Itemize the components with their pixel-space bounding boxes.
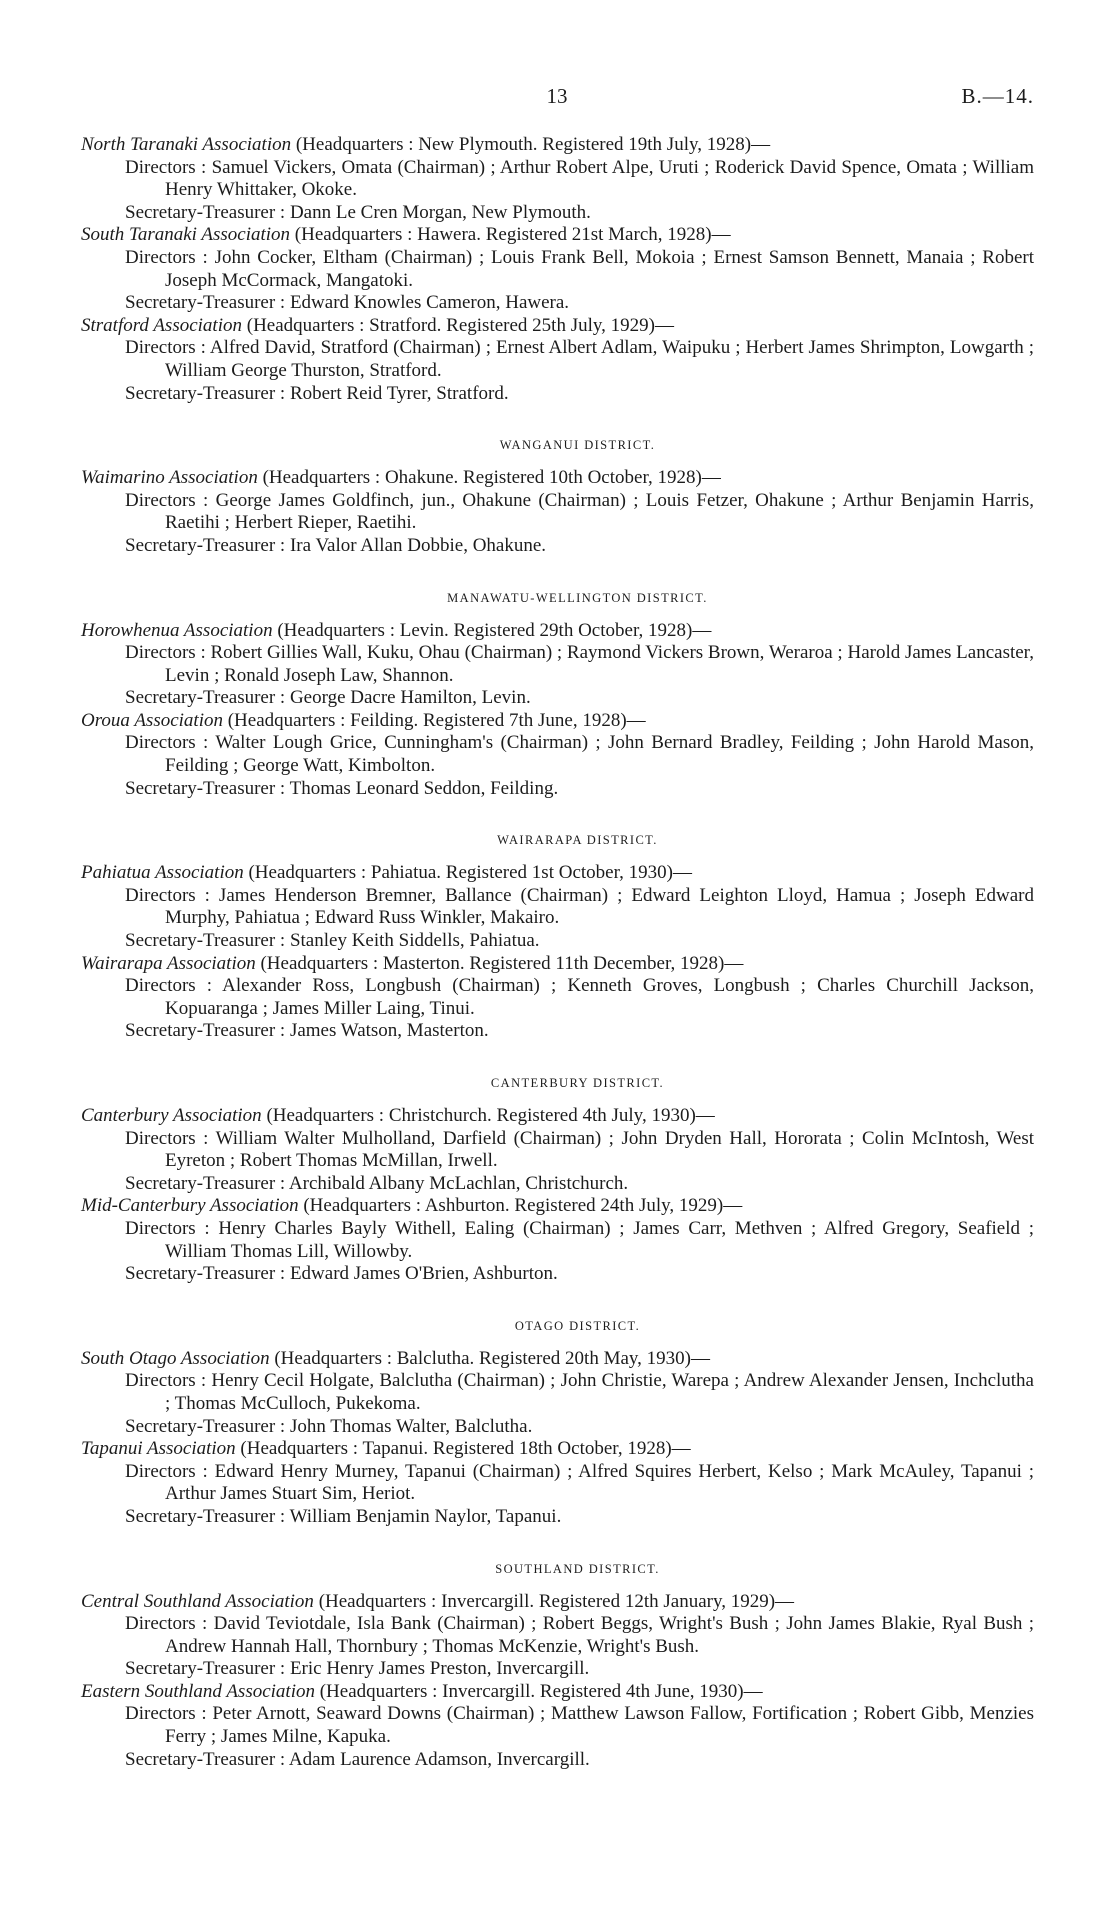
directors-list: Directors : Peter Arnott, Seaward Downs (Chairman) ; Matthew Lawson Fallow, Fortification ; Robert Gibb, Menzies Ferry ; James Milne, Kapuka. <box>125 1703 1034 1748</box>
directors-list: Directors : John Cocker, Eltham (Chairman) ; Louis Frank Bell, Mokoia ; Ernest Samson Bennett, Manaia ; Robert Joseph McCormack, Mangatoki. <box>125 246 1034 291</box>
association-name: Oroua Association <box>81 709 223 731</box>
association-registration: (Headquarters : Masterton. Registered 11th December, 1928)— <box>260 952 744 974</box>
association-entry <box>81 620 1034 710</box>
directors-list: Directors : Henry Cecil Holgate, Balclutha (Chairman) ; John Christie, Warepa ; Andrew Alexander Jensen, Inchclutha ; Thomas McCulloch, Pukekoma. <box>125 1370 1034 1414</box>
association-entry <box>81 315 1034 405</box>
association-header-line <box>81 1591 1034 1614</box>
district-section <box>81 588 1034 801</box>
district-heading: WAIRARAPA DISTRICT. <box>497 833 658 848</box>
secretary-treasurer: Secretary-Treasurer : Robert Reid Tyrer, Stratford. <box>125 382 509 404</box>
association-name: North Taranaki Association <box>81 134 292 155</box>
association-entry <box>81 710 1034 800</box>
association-header-line <box>81 862 1034 885</box>
association-header-line <box>81 1681 1034 1704</box>
district-section <box>81 1559 1034 1772</box>
association-name: Canterbury Association <box>81 1105 262 1126</box>
district-section <box>81 830 1034 1043</box>
association-entry <box>81 862 1034 952</box>
association-name: Waimarino Association <box>81 467 258 489</box>
directors-list: Directors : Robert Gillies Wall, Kuku, Ohau (Chairman) ; Raymond Vickers Brown, Weraroa ; Harold James Lancaster, Levin ; Ronald Joseph Law, Shannon. <box>125 642 1034 686</box>
association-registration: (Headquarters : Ashburton. Registered 24th July, 1929)— <box>303 1195 743 1217</box>
association-entry <box>81 1681 1034 1771</box>
association-name: Horowhenua Association <box>81 619 273 641</box>
association-header-line <box>81 953 1034 976</box>
association-name: South Taranaki Association <box>81 224 291 246</box>
association-registration: (Headquarters : Tapanui. Registered 18th October, 1928)— <box>240 1438 691 1460</box>
association-entry <box>81 134 1034 224</box>
association-entry <box>81 1438 1034 1528</box>
directors-list: Directors : Alexander Ross, Longbush (Chairman) ; Kenneth Groves, Longbush ; Charles Churchill Jackson, Kopuaranga ; James Miller Laing, Tinui. <box>125 975 1034 1019</box>
district-heading: WANGANUI DISTRICT. <box>499 438 656 453</box>
association-registration: (Headquarters : Invercargill. Registered 12th January, 1929)— <box>318 1590 795 1612</box>
association-registration: (Headquarters : Feilding. Registered 7th June, 1928)— <box>227 709 646 731</box>
secretary-treasurer: Secretary-Treasurer : Adam Laurence Adamson, Invercargill. <box>125 1748 590 1770</box>
directors-list: Directors : William Walter Mulholland, Darfield (Chairman) ; John Dryden Hall, Hororata ; Colin McIntosh, West Eyreton ; Robert Thomas McMillan, Irwell. <box>125 1127 1034 1172</box>
association-registration: (Headquarters : Balclutha. Registered 20th May, 1930)— <box>274 1347 711 1369</box>
association-header-line <box>81 467 1034 490</box>
secretary-treasurer: Secretary-Treasurer : Dann Le Cren Morgan, New Plymouth. <box>125 201 591 223</box>
district-heading: MANAWATU-WELLINGTON DISTRICT. <box>447 590 708 605</box>
secretary-treasurer: Secretary-Treasurer : Archibald Albany McLachlan, Christchurch. <box>125 1172 629 1194</box>
district-heading: CANTERBURY DISTRICT. <box>490 1076 665 1090</box>
association-registration: (Headquarters : Invercargill. Registered 4th June, 1930)— <box>319 1680 763 1702</box>
association-header-line <box>81 1195 1034 1218</box>
association-header-line <box>81 315 1034 338</box>
association-entry <box>81 953 1034 1043</box>
page-number: 13 <box>546 84 568 108</box>
association-header-line <box>81 224 1034 247</box>
association-name: Wairarapa Association <box>81 952 256 974</box>
directors-list: Directors : David Teviotdale, Isla Bank (Chairman) ; Robert Beggs, Wright's Bush ; John James Blakie, Ryal Bush ; Andrew Hannah Hall, Thornbury ; Thomas McKenzie, Wright's Bush. <box>125 1613 1034 1657</box>
association-name: Pahiatua Association <box>81 862 244 884</box>
secretary-treasurer: Secretary-Treasurer : Eric Henry James Preston, Invercargill. <box>125 1658 590 1680</box>
association-header-line <box>81 1105 1034 1128</box>
association-registration: (Headquarters : Levin. Registered 29th October, 1928)— <box>277 619 712 641</box>
secretary-treasurer: Secretary-Treasurer : George Dacre Hamilton, Levin. <box>125 687 531 709</box>
secretary-treasurer: Secretary-Treasurer : John Thomas Walter, Balclutha. <box>125 1415 533 1437</box>
district-heading: SOUTHLAND DISTRICT. <box>495 1561 660 1576</box>
association-registration: (Headquarters : Pahiatua. Registered 1st October, 1930)— <box>248 862 692 884</box>
directors-list: Directors : George James Goldfinch, jun., Ohakune (Chairman) ; Louis Fetzer, Ohakune ; Arthur Benjamin Harris, Raetihi ; Herbert Rieper, Raetihi. <box>125 489 1034 534</box>
association-entry <box>81 1591 1034 1681</box>
secretary-treasurer: Secretary-Treasurer : Edward James O'Brien, Ashburton. <box>125 1263 558 1285</box>
association-name: Eastern Southland Association <box>81 1680 315 1702</box>
association-name: South Otago Association <box>81 1347 270 1369</box>
association-registration: (Headquarters : New Plymouth. Registered 19th July, 1928)— <box>295 134 771 155</box>
directors-list: Directors : Henry Charles Bayly Withell, Ealing (Chairman) ; James Carr, Methven ; Alfred Gregory, Seafield ; William Thomas Lill, Willowby. <box>125 1217 1034 1262</box>
district-section <box>81 1316 1034 1529</box>
association-registration: (Headquarters : Hawera. Registered 21st March, 1928)— <box>294 224 731 246</box>
district-heading: OTAGO DISTRICT. <box>514 1318 641 1333</box>
document-reference: B.—14. <box>961 84 1034 108</box>
association-entry <box>81 224 1034 314</box>
district-section <box>81 435 1034 557</box>
secretary-treasurer: Secretary-Treasurer : Stanley Keith Siddells, Pahiatua. <box>125 930 540 952</box>
association-header-line <box>81 134 1034 157</box>
directors-list: Directors : Walter Lough Grice, Cunningham's (Chairman) ; John Bernard Bradley, Feilding ; John Harold Mason, Feilding ; George Watt, Kimbolton. <box>125 732 1034 777</box>
association-name: Mid-Canterbury Association <box>81 1195 299 1217</box>
secretary-treasurer: Secretary-Treasurer : William Benjamin Naylor, Tapanui. <box>125 1505 562 1527</box>
association-registration: (Headquarters : Ohakune. Registered 10th October, 1928)— <box>262 467 721 489</box>
district-section <box>81 1073 1034 1286</box>
association-entry <box>81 1348 1034 1438</box>
directors-list: Directors : Samuel Vickers, Omata (Chairman) ; Arthur Robert Alpe, Uruti ; Roderick David Spence, Omata ; William Henry Whittaker, Okoke. <box>125 156 1034 201</box>
district-section <box>81 134 1034 405</box>
association-name: Stratford Association <box>81 314 242 336</box>
association-name: Central Southland Association <box>81 1590 314 1612</box>
association-registration: (Headquarters : Christchurch. Registered 4th July, 1930)— <box>266 1105 715 1126</box>
document-body <box>81 134 1034 1771</box>
association-name: Tapanui Association <box>81 1438 236 1460</box>
association-entry <box>81 1195 1034 1285</box>
association-entry <box>81 1105 1034 1195</box>
directors-list: Directors : Edward Henry Murney, Tapanui (Chairman) ; Alfred Squires Herbert, Kelso ; Mark McAuley, Tapanui ; Arthur James Stuart Sim, Heriot. <box>125 1460 1034 1505</box>
secretary-treasurer: Secretary-Treasurer : James Watson, Masterton. <box>125 1020 489 1042</box>
association-header-line <box>81 710 1034 733</box>
association-entry <box>81 467 1034 557</box>
association-header-line <box>81 1438 1034 1461</box>
association-header-line <box>81 620 1034 643</box>
secretary-treasurer: Secretary-Treasurer : Edward Knowles Cameron, Hawera. <box>125 292 570 314</box>
directors-list: Directors : Alfred David, Stratford (Chairman) ; Ernest Albert Adlam, Waipuku ; Herbert James Shrimpton, Lowgarth ; William George Thurston, Stratford. <box>125 337 1034 381</box>
directors-list: Directors : James Henderson Bremner, Ballance (Chairman) ; Edward Leighton Lloyd, Hamua ; Joseph Edward Murphy, Pahiatua ; Edward Russ Winkler, Makairo. <box>125 884 1034 929</box>
association-registration: (Headquarters : Stratford. Registered 25th July, 1929)— <box>246 314 674 336</box>
secretary-treasurer: Secretary-Treasurer : Ira Valor Allan Dobbie, Ohakune. <box>125 534 547 556</box>
secretary-treasurer: Secretary-Treasurer : Thomas Leonard Seddon, Feilding. <box>125 777 559 799</box>
association-header-line <box>81 1348 1034 1371</box>
